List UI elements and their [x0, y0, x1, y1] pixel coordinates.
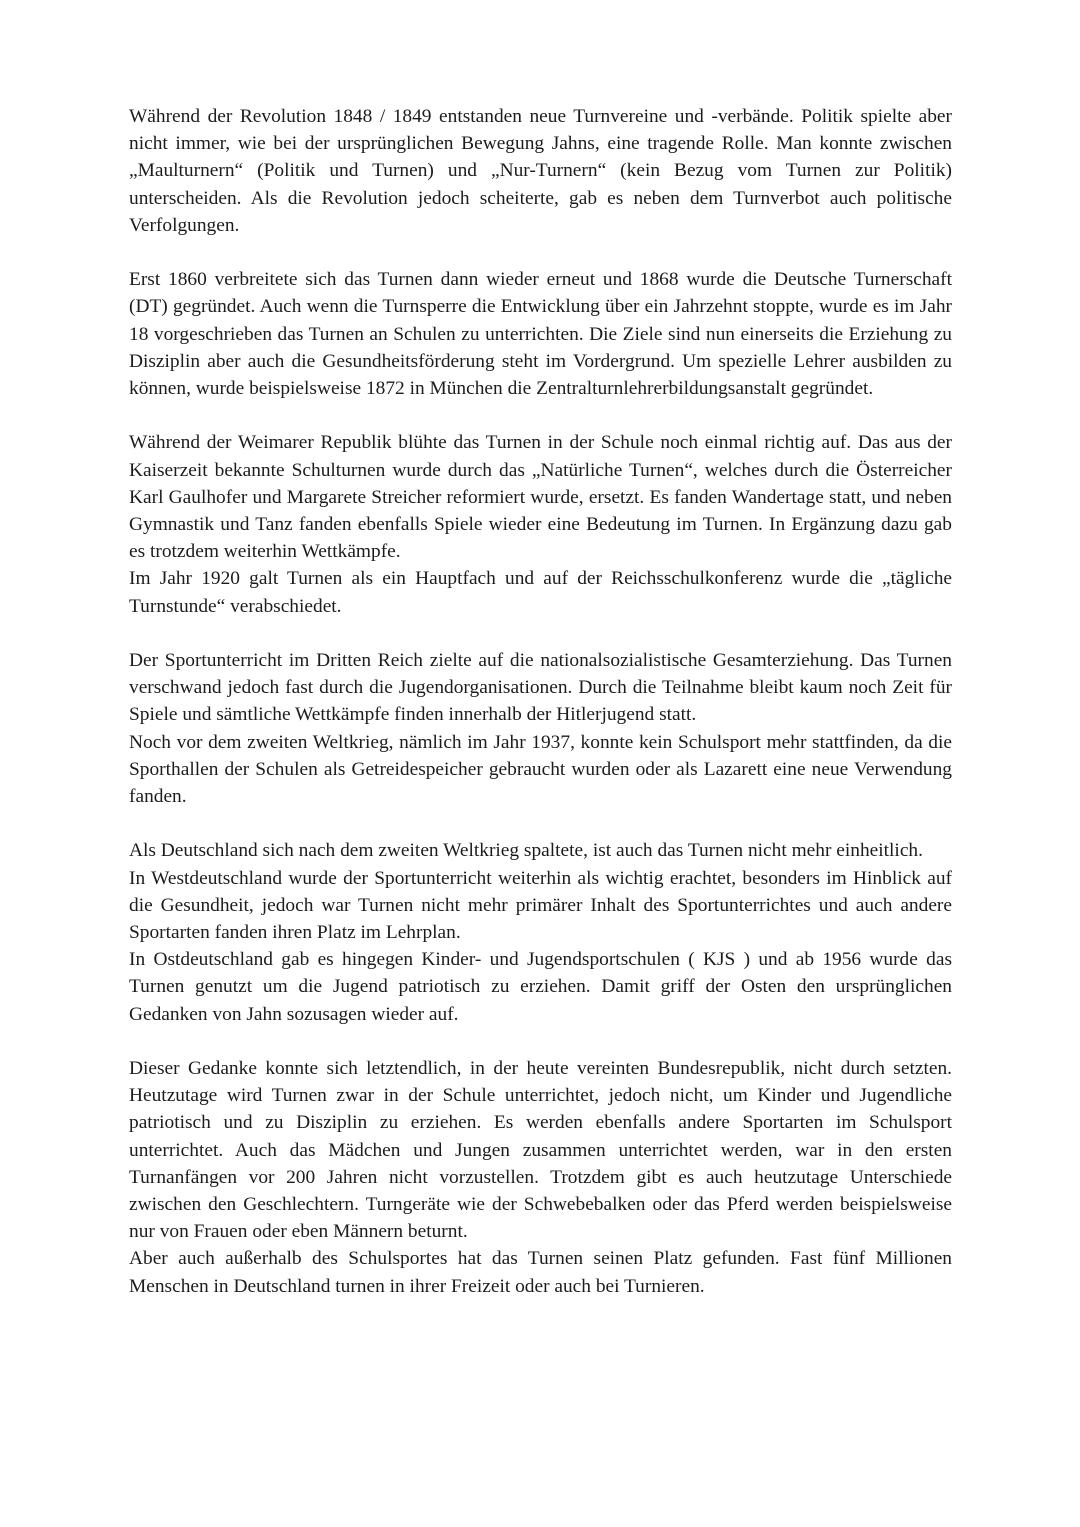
paragraph-text: Dieser Gedanke konnte sich letztendlich, in der heute vereinten Bundesrepublik, nicht durch setzten. Heutzutage wird Turnen zwar in der Schule unterrichtet, jedoch nicht, um Kinder und Jugendliche patriotisch und zu Disziplin zu erziehen. Es werden ebenfalls andere Sportarten im Schulsport unterrichtet. Auch das Mädchen und Jungen zusammen unterrichtet werden, war in den ersten Turnanfängen vor 200 Jahren nicht vorzustellen. Trotzdem gibt es auch heutzutage Unterschiede zwischen den Geschlechtern. Turngeräte wie der Schwebebalken oder das Pferd werden beispielsweise nur von Frauen oder eben Männern beturnt.	[129, 1058, 952, 1243]
paragraph-drittes-reich	[129, 647, 952, 810]
paragraph-text: In Westdeutschland wurde der Sportunterricht weiterhin als wichtig erachtet, besonders im Hinblick auf die Gesundheit, jedoch war Turnen nicht mehr primärer Inhalt des Sportunterrichtes und auch andere Sportarten fanden ihren Platz im Lehrplan.	[129, 867, 952, 944]
paragraph-text: In Ostdeutschland gab es hingegen Kinder- und Jugendsportschulen ( KJS ) und ab 1956 wurde das Turnen genutzt um die Jugend patriotisch zu erziehen. Damit griff der Osten den ursprünglichen Gedanken von Jahn sozusagen wieder auf.	[129, 949, 952, 1025]
document-body	[129, 103, 952, 1327]
paragraph-text: Als Deutschland sich nach dem zweiten Weltkrieg spaltete, ist auch das Turnen nicht mehr einheitlich.	[129, 840, 923, 862]
paragraph-revolution	[129, 103, 952, 239]
paragraph-text: Aber auch außerhalb des Schulsportes hat das Turnen seinen Platz gefunden. Fast fünf Millionen Menschen in Deutschland turnen in ihrer Freizeit oder auch bei Turnieren.	[129, 1248, 952, 1297]
paragraph-text: Der Sportunterricht im Dritten Reich zielte auf die nationalsozialistische Gesamterziehung. Das Turnen verschwand jedoch fast durch die Jugendorganisationen. Durch die Teilnahme bleibt kaum noch Zeit für Spiele und sämtliche Wettkämpfe finden innerhalb der Hitlerjugend statt.	[129, 650, 952, 726]
paragraph-weimarer-republik	[129, 429, 952, 619]
paragraph-text: Erst 1860 verbreitete sich das Turnen dann wieder erneut und 1868 wurde die Deutsche Turnerschaft (DT) gegründet. Auch wenn die Turnsperre die Entwicklung über ein Jahrzehnt stoppte, wurde es im Jahr 18 vorgeschrieben das Turnen an Schulen zu unterrichten. Die Ziele sind nun einerseits die Erziehung zu Disziplin aber auch die Gesundheitsförderung steht im Vordergrund. Um spezielle Lehrer ausbilden zu können, wurde beispielsweise 1872 in München die Zentralturnlehrerbildungsanstalt gegründet.	[129, 269, 952, 400]
paragraph-text: Während der Revolution 1848 / 1849 entstanden neue Turnvereine und -verbände. Politik spielte aber nicht immer, wie bei der ursprünglichen Bewegung Jahns, eine tragende Rolle. Man konnte zwischen „Maulturnern“ (Politik und Turnen) und „Nur-Turnern“ (kein Bezug vom Turnen zur Politik) unterscheiden. Als die Revolution jedoch scheiterte, gab es neben dem Turnverbot auch politische Verfolgungen.	[129, 106, 952, 236]
paragraph-deutsche-turnerschaft	[129, 266, 952, 402]
paragraph-nachkriegszeit	[129, 837, 952, 1027]
paragraph-text: Im Jahr 1920 galt Turnen als ein Hauptfach und auf der Reichsschulkonferenz wurde die „tägliche Turnstunde“ verabschiedet.	[129, 568, 952, 617]
paragraph-text: Noch vor dem zweiten Weltkrieg, nämlich im Jahr 1937, konnte kein Schulsport mehr stattfinden, da die Sporthallen der Schulen als Getreidespeicher gebraucht wurden oder als Lazarett eine neue Verwendung fanden.	[129, 731, 952, 808]
paragraph-text: Während der Weimarer Republik blühte das Turnen in der Schule noch einmal richtig auf. Das aus der Kaiserzeit bekannte Schulturnen wurde durch das „Natürliche Turnen“, welches durch die Österreicher Karl Gaulhofer und Margarete Streicher reformiert wurde, ersetzt. Es fanden Wandertage statt, und neben Gymnastik und Tanz fanden ebenfalls Spiele wieder eine Bedeutung im Turnen. In Ergänzung dazu gab es trotzdem weiterhin Wettkämpfe.	[129, 432, 952, 563]
paragraph-heute	[129, 1055, 952, 1300]
